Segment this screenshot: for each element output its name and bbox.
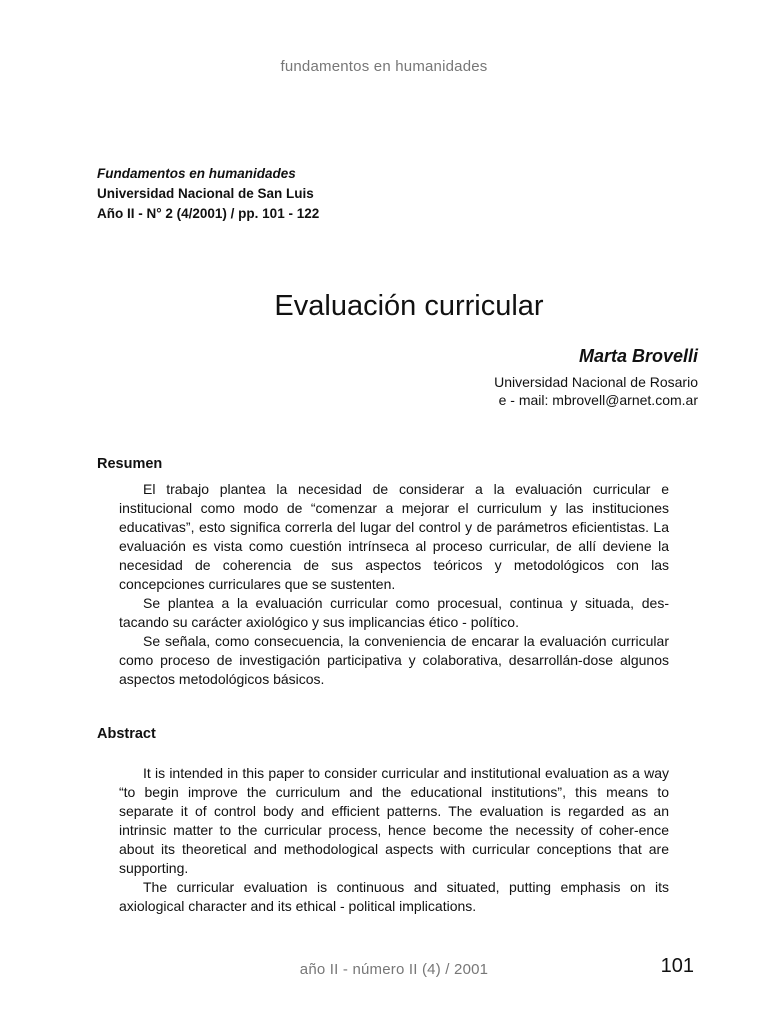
page-number: 101 [660, 955, 694, 977]
footer-issue-line: año II - número II (4) / 2001 [299, 961, 489, 978]
abstract-paragraph: It is intended in this paper to consider curricular and institutional evaluation as a way “to begin improve the curriculum and the educational institutions”, this means to separate it of control body and efficient patterns. The evaluation is regarded as an intrinsic matter to the curricular process, hence become the necessity of coher-ence about its theoretical and methodological aspects with curricular conceptions that are supporting. [119, 765, 669, 876]
resumen-paragraph: Se plantea a la evaluación curricular como procesual, continua y situada, des-tacando su carácter axiológico y sus implicancias ético - político. [119, 595, 669, 630]
article-title: Evaluación curricular [274, 290, 544, 322]
journal-issue: Año II - N° 2 (4/2001) / pp. 101 - 122 [97, 206, 320, 221]
author-name: Marta Brovelli [578, 346, 698, 366]
journal-university: Universidad Nacional de San Luis [97, 186, 314, 201]
abstract-body [119, 764, 669, 916]
resumen-heading: Resumen [97, 456, 163, 472]
resumen-paragraph: El trabajo plantea la necesidad de considerar a la evaluación curricular e institucional como modo de “comenzar a mejorar el curriculum y las instituciones educativas”, esto significa correrla del lugar del control y de parámetros eficientistas. La evaluación es vista como cuestión intrínseca al proceso curricular, de allí deviene la necesidad de coherencia de sus aspectos teóricos y metodológicos con las concepciones curriculares que se sustenten. [119, 481, 669, 592]
author-block [494, 346, 698, 409]
abstract-paragraph: The curricular evaluation is continuous and situated, putting emphasis on its axiological character and its ethical - political implications. [119, 879, 669, 914]
resumen-paragraph: Se señala, como consecuencia, la conveniencia de encarar la evaluación curricular como proceso de investigación participativa y colaborativa, desarrollán-dose algunos aspectos metodológicos básicos. [119, 633, 669, 687]
running-header: fundamentos en humanidades [280, 58, 488, 75]
journal-citation [97, 164, 319, 224]
resumen-body [119, 480, 669, 689]
author-email[interactable]: e - mail: mbrovell@arnet.com.ar [498, 392, 698, 408]
abstract-heading: Abstract [97, 726, 156, 742]
author-affiliation: Universidad Nacional de Rosario [494, 374, 698, 390]
journal-name: Fundamentos en humanidades [97, 166, 296, 181]
